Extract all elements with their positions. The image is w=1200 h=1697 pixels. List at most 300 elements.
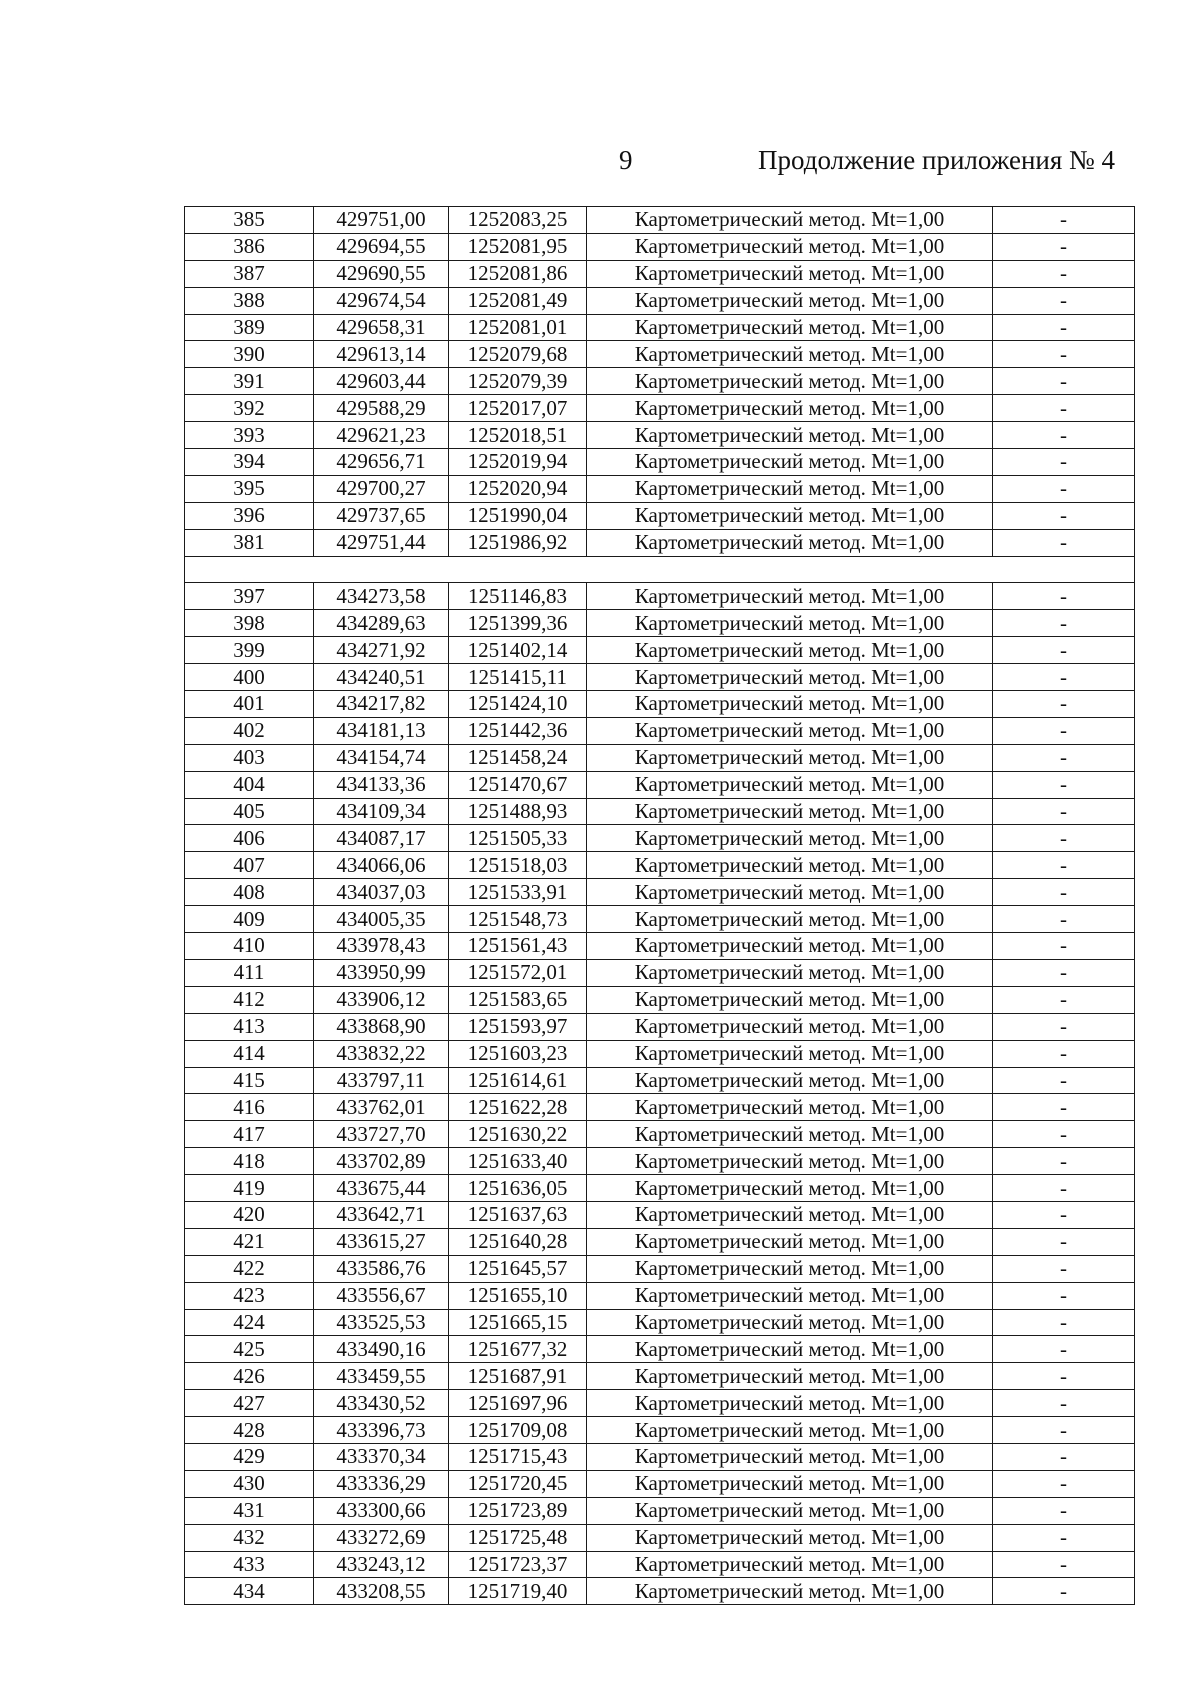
y-coordinate-cell: 1251723,89	[449, 1497, 587, 1524]
note-cell: -	[993, 1551, 1135, 1578]
coordinates-table	[184, 206, 1135, 1605]
point-number-cell: 412	[185, 986, 314, 1013]
method-cell: Картометрический метод. Mt=1,00	[587, 664, 993, 691]
point-number-cell: 416	[185, 1094, 314, 1121]
x-coordinate-cell: 433702,89	[314, 1148, 449, 1175]
note-cell: -	[993, 1336, 1135, 1363]
x-coordinate-cell: 429694,55	[314, 233, 449, 260]
point-number-cell: 397	[185, 583, 314, 610]
table-row	[185, 1443, 1135, 1470]
x-coordinate-cell: 429737,65	[314, 502, 449, 529]
note-cell: -	[993, 1282, 1135, 1309]
table-row	[185, 287, 1135, 314]
point-number-cell: 420	[185, 1201, 314, 1228]
x-coordinate-cell: 429588,29	[314, 395, 449, 422]
y-coordinate-cell: 1251561,43	[449, 933, 587, 960]
table-row	[185, 1013, 1135, 1040]
table-row	[185, 449, 1135, 476]
method-cell: Картометрический метод. Mt=1,00	[587, 1524, 993, 1551]
point-number-cell: 429	[185, 1443, 314, 1470]
table-row	[185, 1255, 1135, 1282]
point-number-cell: 423	[185, 1282, 314, 1309]
table-row	[185, 1497, 1135, 1524]
x-coordinate-cell: 433950,99	[314, 959, 449, 986]
point-number-cell: 410	[185, 933, 314, 960]
table-row	[185, 933, 1135, 960]
note-cell: -	[993, 1013, 1135, 1040]
point-number-cell: 407	[185, 852, 314, 879]
point-number-cell: 401	[185, 691, 314, 718]
note-cell: -	[993, 260, 1135, 287]
x-coordinate-cell: 433642,71	[314, 1201, 449, 1228]
point-number-cell: 409	[185, 906, 314, 933]
x-coordinate-cell: 433490,16	[314, 1336, 449, 1363]
point-number-cell: 426	[185, 1363, 314, 1390]
method-cell: Картометрический метод. Mt=1,00	[587, 1470, 993, 1497]
y-coordinate-cell: 1251614,61	[449, 1067, 587, 1094]
table-row	[185, 529, 1135, 556]
point-number-cell: 391	[185, 368, 314, 395]
point-number-cell: 406	[185, 825, 314, 852]
point-number-cell: 413	[185, 1013, 314, 1040]
method-cell: Картометрический метод. Mt=1,00	[587, 879, 993, 906]
note-cell: -	[993, 1175, 1135, 1202]
x-coordinate-cell: 433832,22	[314, 1040, 449, 1067]
x-coordinate-cell: 429690,55	[314, 260, 449, 287]
method-cell: Картометрический метод. Mt=1,00	[587, 1336, 993, 1363]
method-cell: Картометрический метод. Mt=1,00	[587, 475, 993, 502]
point-number-cell: 434	[185, 1578, 314, 1605]
x-coordinate-cell: 433525,53	[314, 1309, 449, 1336]
x-coordinate-cell: 429658,31	[314, 314, 449, 341]
x-coordinate-cell: 433300,66	[314, 1497, 449, 1524]
method-cell: Картометрический метод. Mt=1,00	[587, 1363, 993, 1390]
note-cell: -	[993, 1255, 1135, 1282]
note-cell: -	[993, 1470, 1135, 1497]
point-number-cell: 402	[185, 717, 314, 744]
x-coordinate-cell: 429751,44	[314, 529, 449, 556]
y-coordinate-cell: 1251442,36	[449, 717, 587, 744]
x-coordinate-cell: 433615,27	[314, 1228, 449, 1255]
table-row	[185, 1524, 1135, 1551]
note-cell: -	[993, 341, 1135, 368]
point-number-cell: 411	[185, 959, 314, 986]
point-number-cell: 418	[185, 1148, 314, 1175]
note-cell: -	[993, 879, 1135, 906]
y-coordinate-cell: 1251533,91	[449, 879, 587, 906]
point-number-cell: 427	[185, 1390, 314, 1417]
point-number-cell: 430	[185, 1470, 314, 1497]
table-row	[185, 314, 1135, 341]
y-coordinate-cell: 1251402,14	[449, 637, 587, 664]
table-row	[185, 637, 1135, 664]
table-row	[185, 1282, 1135, 1309]
y-coordinate-cell: 1252081,86	[449, 260, 587, 287]
table-row	[185, 906, 1135, 933]
method-cell: Картометрический метод. Mt=1,00	[587, 637, 993, 664]
table-row	[185, 825, 1135, 852]
table-row	[185, 1336, 1135, 1363]
x-coordinate-cell: 434240,51	[314, 664, 449, 691]
note-cell: -	[993, 637, 1135, 664]
x-coordinate-cell: 433797,11	[314, 1067, 449, 1094]
point-number-cell: 386	[185, 233, 314, 260]
note-cell: -	[993, 395, 1135, 422]
method-cell: Картометрический метод. Mt=1,00	[587, 798, 993, 825]
page-number: 9	[619, 145, 633, 175]
y-coordinate-cell: 1251665,15	[449, 1309, 587, 1336]
method-cell: Картометрический метод. Mt=1,00	[587, 852, 993, 879]
method-cell: Картометрический метод. Mt=1,00	[587, 1443, 993, 1470]
x-coordinate-cell: 434133,36	[314, 771, 449, 798]
point-number-cell: 414	[185, 1040, 314, 1067]
method-cell: Картометрический метод. Mt=1,00	[587, 233, 993, 260]
note-cell: -	[993, 933, 1135, 960]
point-number-cell: 403	[185, 744, 314, 771]
method-cell: Картометрический метод. Mt=1,00	[587, 1121, 993, 1148]
note-cell: -	[993, 1094, 1135, 1121]
point-number-cell: 396	[185, 502, 314, 529]
method-cell: Картометрический метод. Mt=1,00	[587, 1390, 993, 1417]
table-row	[185, 1040, 1135, 1067]
method-cell: Картометрический метод. Mt=1,00	[587, 1040, 993, 1067]
table-row	[185, 475, 1135, 502]
point-number-cell: 394	[185, 449, 314, 476]
note-cell: -	[993, 1309, 1135, 1336]
y-coordinate-cell: 1252017,07	[449, 395, 587, 422]
note-cell: -	[993, 1201, 1135, 1228]
note-cell: -	[993, 1497, 1135, 1524]
y-coordinate-cell: 1252081,49	[449, 287, 587, 314]
table-row	[185, 798, 1135, 825]
point-number-cell: 421	[185, 1228, 314, 1255]
table-row	[185, 233, 1135, 260]
y-coordinate-cell: 1252018,51	[449, 422, 587, 449]
table-row	[185, 207, 1135, 234]
method-cell: Картометрический метод. Mt=1,00	[587, 1067, 993, 1094]
point-number-cell: 415	[185, 1067, 314, 1094]
method-cell: Картометрический метод. Mt=1,00	[587, 1094, 993, 1121]
x-coordinate-cell: 434005,35	[314, 906, 449, 933]
y-coordinate-cell: 1252079,68	[449, 341, 587, 368]
y-coordinate-cell: 1251640,28	[449, 1228, 587, 1255]
method-cell: Картометрический метод. Mt=1,00	[587, 1309, 993, 1336]
y-coordinate-cell: 1251505,33	[449, 825, 587, 852]
separator-cell	[185, 556, 1135, 583]
point-number-cell: 433	[185, 1551, 314, 1578]
note-cell: -	[993, 610, 1135, 637]
note-cell: -	[993, 1443, 1135, 1470]
y-coordinate-cell: 1251630,22	[449, 1121, 587, 1148]
x-coordinate-cell: 434289,63	[314, 610, 449, 637]
y-coordinate-cell: 1251636,05	[449, 1175, 587, 1202]
x-coordinate-cell: 434271,92	[314, 637, 449, 664]
point-number-cell: 388	[185, 287, 314, 314]
note-cell: -	[993, 1390, 1135, 1417]
method-cell: Картометрический метод. Mt=1,00	[587, 1148, 993, 1175]
y-coordinate-cell: 1251725,48	[449, 1524, 587, 1551]
table-row	[185, 852, 1135, 879]
note-cell: -	[993, 1228, 1135, 1255]
note-cell: -	[993, 771, 1135, 798]
x-coordinate-cell: 433868,90	[314, 1013, 449, 1040]
table-row	[185, 1363, 1135, 1390]
point-number-cell: 399	[185, 637, 314, 664]
note-cell: -	[993, 1040, 1135, 1067]
y-coordinate-cell: 1251720,45	[449, 1470, 587, 1497]
note-cell: -	[993, 1578, 1135, 1605]
y-coordinate-cell: 1251715,43	[449, 1443, 587, 1470]
note-cell: -	[993, 852, 1135, 879]
point-number-cell: 431	[185, 1497, 314, 1524]
x-coordinate-cell: 433727,70	[314, 1121, 449, 1148]
table-row	[185, 422, 1135, 449]
method-cell: Картометрический метод. Mt=1,00	[587, 1578, 993, 1605]
y-coordinate-cell: 1251990,04	[449, 502, 587, 529]
method-cell: Картометрический метод. Mt=1,00	[587, 583, 993, 610]
y-coordinate-cell: 1251603,23	[449, 1040, 587, 1067]
y-coordinate-cell: 1252083,25	[449, 207, 587, 234]
method-cell: Картометрический метод. Mt=1,00	[587, 959, 993, 986]
coordinates-table-body	[185, 207, 1135, 1605]
x-coordinate-cell: 433762,01	[314, 1094, 449, 1121]
point-number-cell: 419	[185, 1175, 314, 1202]
method-cell: Картометрический метод. Mt=1,00	[587, 1228, 993, 1255]
y-coordinate-cell: 1252081,95	[449, 233, 587, 260]
x-coordinate-cell: 434273,58	[314, 583, 449, 610]
table-row	[185, 1067, 1135, 1094]
x-coordinate-cell: 429751,00	[314, 207, 449, 234]
x-coordinate-cell: 434066,06	[314, 852, 449, 879]
table-row	[185, 1094, 1135, 1121]
y-coordinate-cell: 1251458,24	[449, 744, 587, 771]
x-coordinate-cell: 433556,67	[314, 1282, 449, 1309]
point-number-cell: 424	[185, 1309, 314, 1336]
point-number-cell: 387	[185, 260, 314, 287]
x-coordinate-cell: 434217,82	[314, 691, 449, 718]
y-coordinate-cell: 1251677,32	[449, 1336, 587, 1363]
x-coordinate-cell: 433586,76	[314, 1255, 449, 1282]
x-coordinate-cell: 429674,54	[314, 287, 449, 314]
method-cell: Картометрический метод. Mt=1,00	[587, 395, 993, 422]
method-cell: Картометрический метод. Mt=1,00	[587, 986, 993, 1013]
y-coordinate-cell: 1251470,67	[449, 771, 587, 798]
note-cell: -	[993, 287, 1135, 314]
method-cell: Картометрический метод. Mt=1,00	[587, 1282, 993, 1309]
x-coordinate-cell: 429603,44	[314, 368, 449, 395]
y-coordinate-cell: 1252081,01	[449, 314, 587, 341]
y-coordinate-cell: 1251572,01	[449, 959, 587, 986]
method-cell: Картометрический метод. Mt=1,00	[587, 529, 993, 556]
note-cell: -	[993, 1148, 1135, 1175]
x-coordinate-cell: 433459,55	[314, 1363, 449, 1390]
note-cell: -	[993, 1067, 1135, 1094]
table-row	[185, 502, 1135, 529]
note-cell: -	[993, 1121, 1135, 1148]
method-cell: Картометрический метод. Mt=1,00	[587, 449, 993, 476]
y-coordinate-cell: 1251633,40	[449, 1148, 587, 1175]
x-coordinate-cell: 434109,34	[314, 798, 449, 825]
note-cell: -	[993, 475, 1135, 502]
x-coordinate-cell: 433906,12	[314, 986, 449, 1013]
page-heading: Продолжение приложения № 4	[758, 145, 1116, 175]
note-cell: -	[993, 233, 1135, 260]
point-number-cell: 404	[185, 771, 314, 798]
method-cell: Картометрический метод. Mt=1,00	[587, 933, 993, 960]
table-row	[185, 744, 1135, 771]
table-row	[185, 771, 1135, 798]
y-coordinate-cell: 1251645,57	[449, 1255, 587, 1282]
x-coordinate-cell: 433336,29	[314, 1470, 449, 1497]
table-row	[185, 260, 1135, 287]
table-row	[185, 879, 1135, 906]
method-cell: Картометрический метод. Mt=1,00	[587, 1175, 993, 1202]
table-row	[185, 1470, 1135, 1497]
y-coordinate-cell: 1251719,40	[449, 1578, 587, 1605]
point-number-cell: 425	[185, 1336, 314, 1363]
note-cell: -	[993, 691, 1135, 718]
y-coordinate-cell: 1252019,94	[449, 449, 587, 476]
method-cell: Картометрический метод. Mt=1,00	[587, 1201, 993, 1228]
x-coordinate-cell: 429700,27	[314, 475, 449, 502]
y-coordinate-cell: 1252079,39	[449, 368, 587, 395]
method-cell: Картометрический метод. Mt=1,00	[587, 368, 993, 395]
x-coordinate-cell: 433430,52	[314, 1390, 449, 1417]
y-coordinate-cell: 1251488,93	[449, 798, 587, 825]
note-cell: -	[993, 744, 1135, 771]
method-cell: Картометрический метод. Mt=1,00	[587, 1497, 993, 1524]
x-coordinate-cell: 434154,74	[314, 744, 449, 771]
table-row	[185, 691, 1135, 718]
point-number-cell: 392	[185, 395, 314, 422]
y-coordinate-cell: 1252020,94	[449, 475, 587, 502]
table-row	[185, 986, 1135, 1013]
table-row	[185, 1309, 1135, 1336]
method-cell: Картометрический метод. Mt=1,00	[587, 207, 993, 234]
method-cell: Картометрический метод. Mt=1,00	[587, 260, 993, 287]
method-cell: Картометрический метод. Mt=1,00	[587, 825, 993, 852]
table-row	[185, 1417, 1135, 1444]
x-coordinate-cell: 434087,17	[314, 825, 449, 852]
point-number-cell: 385	[185, 207, 314, 234]
method-cell: Картометрический метод. Mt=1,00	[587, 1255, 993, 1282]
note-cell: -	[993, 368, 1135, 395]
table-row	[185, 1201, 1135, 1228]
method-cell: Картометрический метод. Mt=1,00	[587, 744, 993, 771]
method-cell: Картометрический метод. Mt=1,00	[587, 341, 993, 368]
point-number-cell: 417	[185, 1121, 314, 1148]
method-cell: Картометрический метод. Mt=1,00	[587, 691, 993, 718]
table-row	[185, 717, 1135, 744]
method-cell: Картометрический метод. Mt=1,00	[587, 1013, 993, 1040]
method-cell: Картометрический метод. Mt=1,00	[587, 422, 993, 449]
table-row	[185, 395, 1135, 422]
method-cell: Картометрический метод. Mt=1,00	[587, 1417, 993, 1444]
table-row	[185, 341, 1135, 368]
note-cell: -	[993, 1417, 1135, 1444]
point-number-cell: 432	[185, 1524, 314, 1551]
point-number-cell: 395	[185, 475, 314, 502]
table-row	[185, 1390, 1135, 1417]
point-number-cell: 408	[185, 879, 314, 906]
note-cell: -	[993, 1363, 1135, 1390]
table-row	[185, 1551, 1135, 1578]
y-coordinate-cell: 1251146,83	[449, 583, 587, 610]
method-cell: Картометрический метод. Mt=1,00	[587, 717, 993, 744]
note-cell: -	[993, 422, 1135, 449]
method-cell: Картометрический метод. Mt=1,00	[587, 502, 993, 529]
x-coordinate-cell: 433208,55	[314, 1578, 449, 1605]
x-coordinate-cell: 433396,73	[314, 1417, 449, 1444]
y-coordinate-cell: 1251655,10	[449, 1282, 587, 1309]
note-cell: -	[993, 583, 1135, 610]
method-cell: Картометрический метод. Mt=1,00	[587, 610, 993, 637]
x-coordinate-cell: 433370,34	[314, 1443, 449, 1470]
note-cell: -	[993, 959, 1135, 986]
table-row	[185, 610, 1135, 637]
note-cell: -	[993, 986, 1135, 1013]
point-number-cell: 405	[185, 798, 314, 825]
point-number-cell: 398	[185, 610, 314, 637]
table-row	[185, 583, 1135, 610]
point-number-cell: 381	[185, 529, 314, 556]
y-coordinate-cell: 1251593,97	[449, 1013, 587, 1040]
y-coordinate-cell: 1251424,10	[449, 691, 587, 718]
method-cell: Картометрический метод. Mt=1,00	[587, 314, 993, 341]
point-number-cell: 389	[185, 314, 314, 341]
note-cell: -	[993, 449, 1135, 476]
method-cell: Картометрический метод. Mt=1,00	[587, 906, 993, 933]
note-cell: -	[993, 825, 1135, 852]
note-cell: -	[993, 207, 1135, 234]
point-number-cell: 422	[185, 1255, 314, 1282]
y-coordinate-cell: 1251548,73	[449, 906, 587, 933]
x-coordinate-cell: 433978,43	[314, 933, 449, 960]
table-row	[185, 1175, 1135, 1202]
table-row	[185, 959, 1135, 986]
y-coordinate-cell: 1251986,92	[449, 529, 587, 556]
method-cell: Картометрический метод. Mt=1,00	[587, 771, 993, 798]
y-coordinate-cell: 1251583,65	[449, 986, 587, 1013]
table-row	[185, 1148, 1135, 1175]
note-cell: -	[993, 314, 1135, 341]
note-cell: -	[993, 1524, 1135, 1551]
y-coordinate-cell: 1251687,91	[449, 1363, 587, 1390]
y-coordinate-cell: 1251518,03	[449, 852, 587, 879]
x-coordinate-cell: 433243,12	[314, 1551, 449, 1578]
note-cell: -	[993, 529, 1135, 556]
x-coordinate-cell: 434037,03	[314, 879, 449, 906]
method-cell: Картометрический метод. Mt=1,00	[587, 287, 993, 314]
point-number-cell: 400	[185, 664, 314, 691]
table-row	[185, 1578, 1135, 1605]
note-cell: -	[993, 717, 1135, 744]
x-coordinate-cell: 433675,44	[314, 1175, 449, 1202]
note-cell: -	[993, 502, 1135, 529]
point-number-cell: 390	[185, 341, 314, 368]
note-cell: -	[993, 906, 1135, 933]
y-coordinate-cell: 1251399,36	[449, 610, 587, 637]
separator-row	[185, 556, 1135, 583]
x-coordinate-cell: 433272,69	[314, 1524, 449, 1551]
table-row	[185, 1121, 1135, 1148]
x-coordinate-cell: 434181,13	[314, 717, 449, 744]
point-number-cell: 428	[185, 1417, 314, 1444]
y-coordinate-cell: 1251622,28	[449, 1094, 587, 1121]
point-number-cell: 393	[185, 422, 314, 449]
x-coordinate-cell: 429621,23	[314, 422, 449, 449]
table-row	[185, 1228, 1135, 1255]
